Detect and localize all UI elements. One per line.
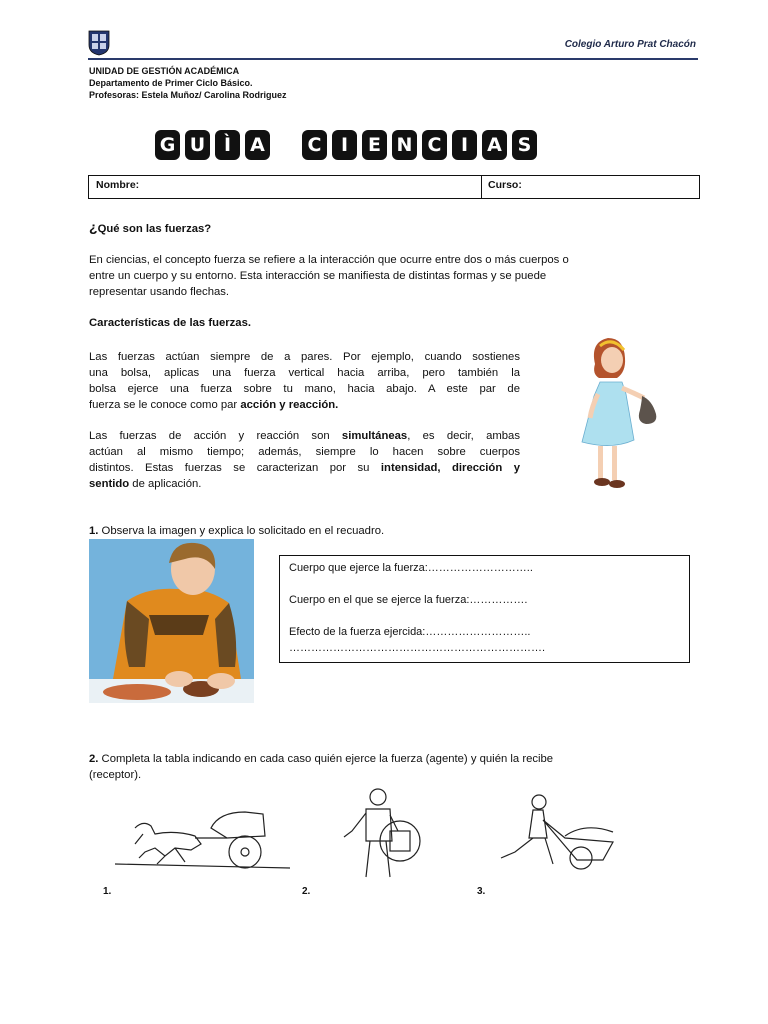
answer-box — [279, 555, 690, 663]
answer-line-effect: Efecto de la fuerza ejercida:……………………….. — [289, 626, 531, 638]
definition-paragraph: En ciencias, el concepto fuerza se refiere a la interacción que ocurre entre dos o más cuerpos o entre un cuerpo y su entorno. Esta interacción se manifiesta de distintas formas y se puede representar usando flechas. — [89, 254, 569, 298]
course-label: Curso: — [488, 179, 522, 191]
title-letter: A — [245, 130, 270, 160]
title-letter: A — [482, 130, 507, 160]
exercise-1-prompt: 1. Observa la imagen y explica lo solicitado en el recuadro. — [89, 525, 385, 537]
title-letter: Ì — [215, 130, 240, 160]
girl-holding-bag-illustration — [572, 334, 664, 492]
horse-pulling-cart-illustration — [115, 808, 290, 878]
school-name: Colegio Arturo Prat Chacón — [564, 39, 696, 50]
school-crest-icon — [88, 30, 110, 56]
unit-line: UNIDAD DE GESTIÓN ACADÉMICA — [89, 66, 240, 76]
title-letter: G — [155, 130, 180, 160]
header-rule — [88, 58, 698, 60]
title-letter: U — [185, 130, 210, 160]
image-label-2: 2. — [302, 886, 311, 897]
person-carrying-bag-illustration — [338, 785, 430, 881]
characteristics-heading: Características de las fuerzas. — [89, 317, 252, 329]
title-letter: E — [362, 130, 387, 160]
title-letter: C — [302, 130, 327, 160]
title-letter: S — [512, 130, 537, 160]
answer-line-agent: Cuerpo que ejerce la fuerza:……………………….. — [289, 562, 533, 574]
characteristics-paragraph-1: Las fuerzas actúan siempre de a pares. Por ejemplo, cuando sostienes una bolsa, aplicas una fuerza vertical hacia arriba, pero también la bolsa ejerce una fuerza sobre tu mano, hacia abajo. A este par de fuerza se le conoce como par acción y reacción. — [89, 351, 520, 411]
answer-line-continuation: ……………………………………………………………. — [289, 642, 546, 654]
boy-modeling-clay-photo — [89, 539, 254, 703]
image-label-1: 1. — [103, 886, 112, 897]
question-heading: ¿Qué son las fuerzas? — [89, 219, 212, 235]
title-letter: I — [452, 130, 477, 160]
exercise-2-prompt: 2. Completa la tabla indicando en cada caso quién ejerce la fuerza (agente) y quién la recibe (receptor). — [89, 753, 554, 781]
department-line: Departamento de Primer Ciclo Básico. — [89, 78, 253, 88]
person-pushing-wheelbarrow-illustration — [493, 792, 621, 874]
name-label: Nombre: — [96, 179, 140, 191]
page-title — [155, 130, 537, 160]
characteristics-paragraph-2: Las fuerzas de acción y reacción son simultáneas, es decir, ambas actúan al mismo tiempo; además, siempre lo hacen sobre cuerpos distintos. Estas fuerzas se caracterizan por su intensidad, dirección y sentido de aplicación. — [89, 430, 520, 490]
teachers-line: Profesoras: Estela Muñoz/ Carolina Rodriguez — [89, 90, 287, 100]
title-letter: N — [392, 130, 417, 160]
name-course-box — [88, 175, 700, 199]
answer-line-receiver: Cuerpo en el que se ejerce la fuerza:……………. — [289, 594, 528, 606]
image-label-3: 3. — [477, 886, 486, 897]
title-letter: I — [332, 130, 357, 160]
title-letter: C — [422, 130, 447, 160]
